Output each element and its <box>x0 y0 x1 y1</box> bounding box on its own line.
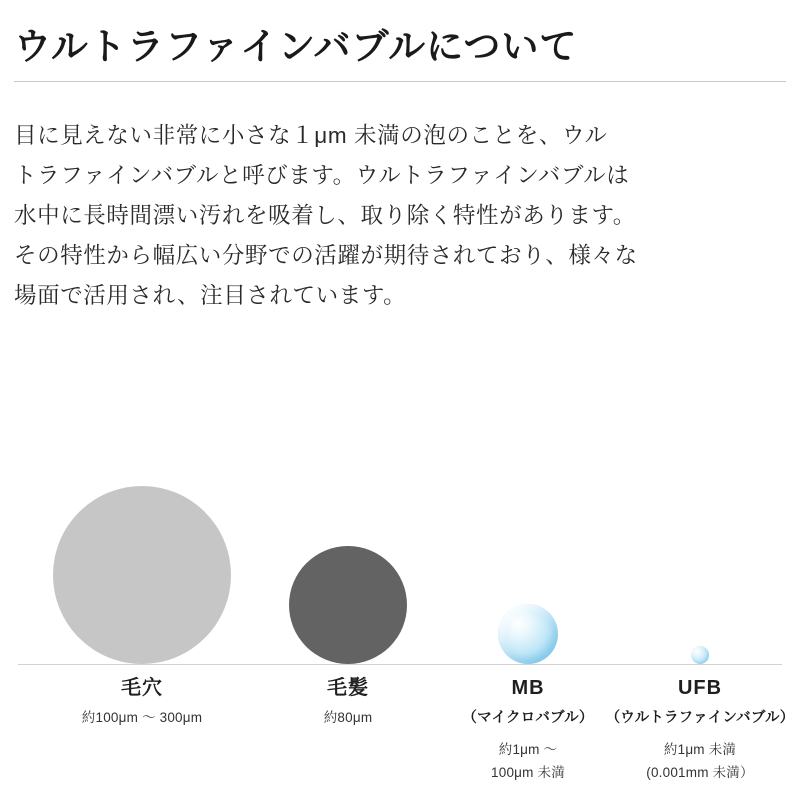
title-divider <box>14 81 786 82</box>
ufb-note-2: (0.001mm 未満） <box>646 764 754 780</box>
description-line: その特性から幅広い分野での活躍が期待されており、様々な <box>14 242 638 268</box>
ufb-sublabel: （ウルトラファインバブル） <box>605 710 795 726</box>
ufb-bubble-icon <box>691 646 709 664</box>
ufb-bubble-wrap <box>600 444 800 664</box>
hair-circle <box>289 546 407 664</box>
mb-bubble-wrap <box>428 444 628 664</box>
pore-label: 毛穴 <box>121 677 163 699</box>
ufb-label: UFB <box>677 677 723 699</box>
ufb-labels <box>600 676 800 784</box>
pore-circle-wrap <box>42 444 242 664</box>
hair-note: 約80μm <box>323 710 373 725</box>
description-line: 目に見えない非常に小さな１μm 未満の泡のことを、ウル <box>14 122 608 148</box>
ufb-note: 約1μm 未満 <box>663 741 737 757</box>
mb-note: 約1μm 〜 <box>498 741 558 757</box>
pore-circle <box>53 486 231 664</box>
diagram-item-hair <box>248 440 448 800</box>
diagram-item-pore <box>42 440 242 800</box>
mb-label: MB <box>511 677 545 699</box>
mb-labels <box>428 676 628 784</box>
diagram-item-mb <box>428 440 628 800</box>
mb-note-2: 100μm 未満 <box>491 764 565 780</box>
page-title: ウルトラファインバブルについて <box>14 26 578 67</box>
hair-circle-wrap <box>248 444 448 664</box>
pore-labels <box>42 676 242 729</box>
title-block <box>14 0 786 82</box>
description-paragraph <box>14 116 786 316</box>
size-comparison-diagram <box>0 440 800 800</box>
pore-note: 約100μm 〜 300μm <box>81 710 203 725</box>
description-line: 水中に長時間漂い汚れを吸着し、取り除く特性があります。 <box>14 202 636 228</box>
hair-label: 毛髪 <box>327 677 369 699</box>
description-line: 場面で活用され、注目されています。 <box>14 282 407 308</box>
hair-labels <box>248 676 448 729</box>
mb-bubble-icon <box>498 604 558 664</box>
diagram-item-ufb <box>600 440 800 800</box>
mb-sublabel: （マイクロバブル） <box>462 710 594 726</box>
description-line: トラファインバブルと呼びます。ウルトラファインバブルは <box>14 162 630 188</box>
